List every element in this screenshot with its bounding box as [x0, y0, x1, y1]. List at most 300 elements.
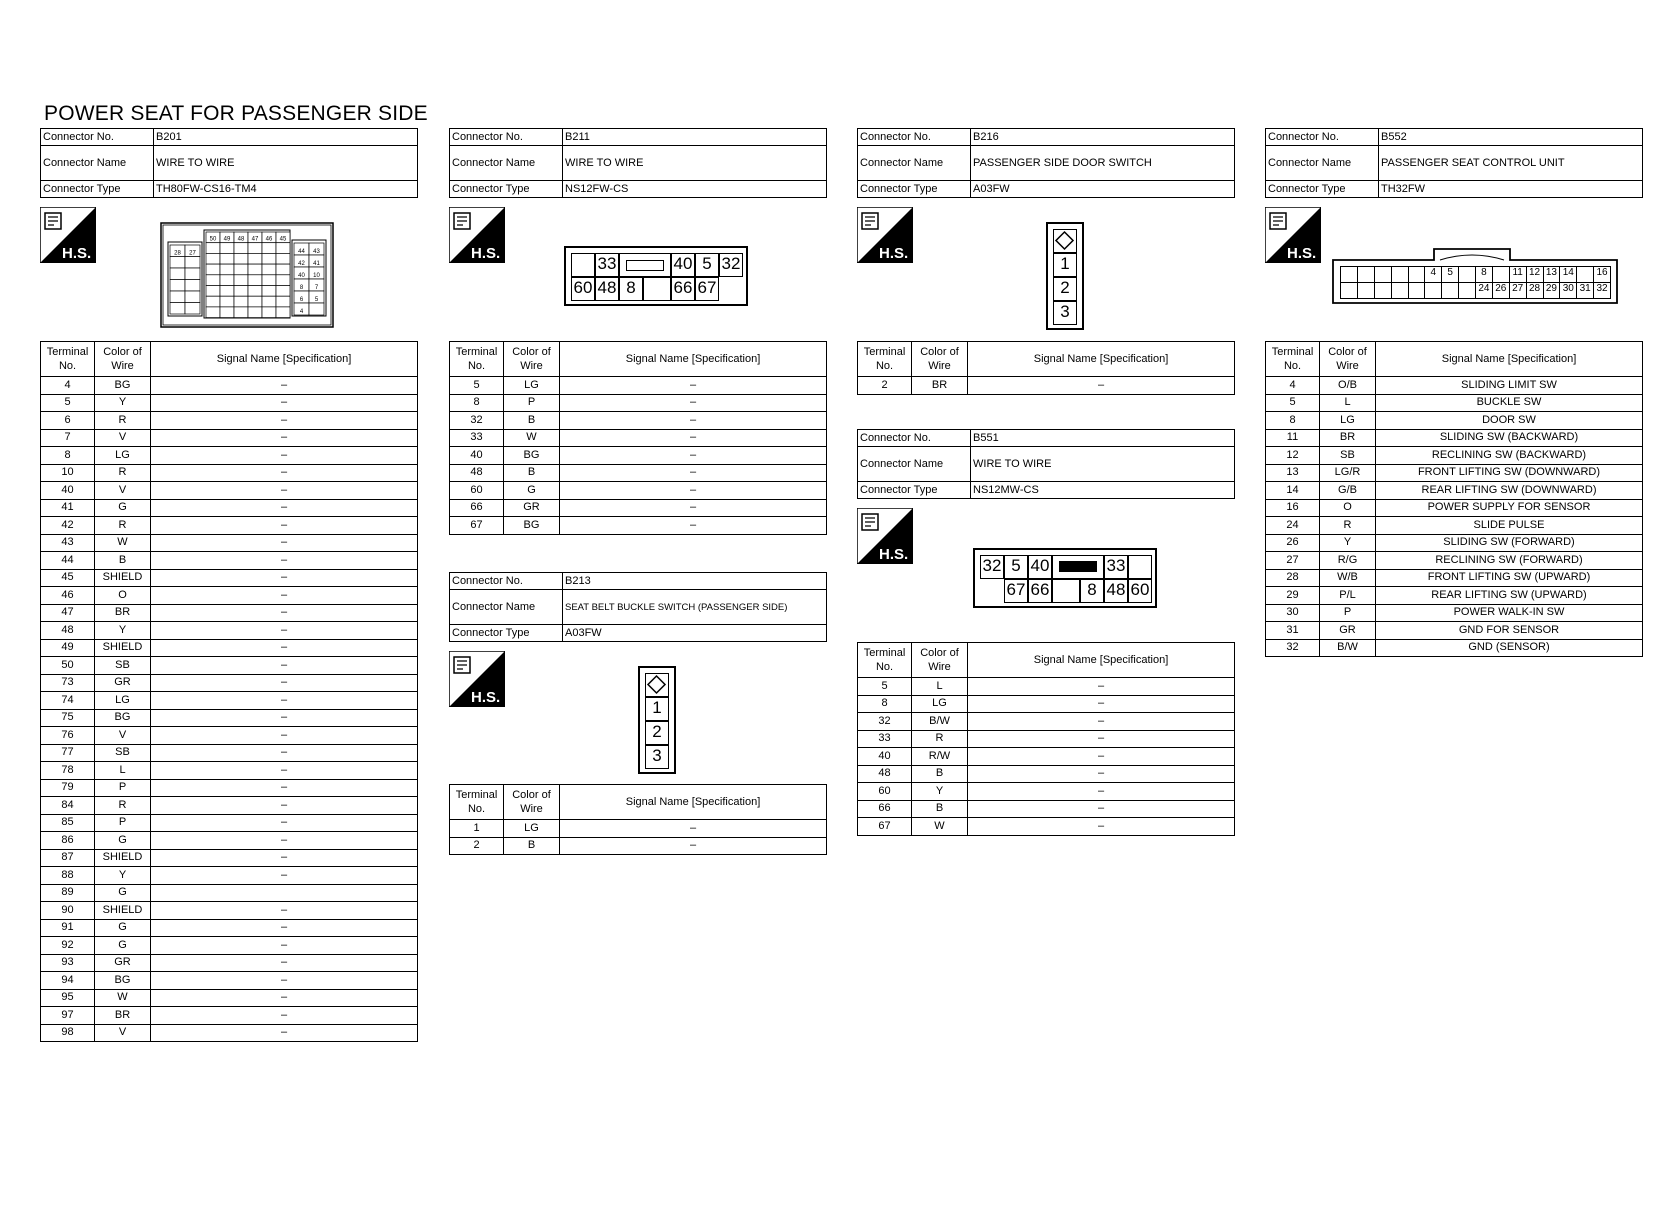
pin-label: 43 — [313, 249, 320, 255]
connector-no-label: Connector No. — [450, 129, 563, 146]
pin-table-b552 — [1265, 341, 1643, 657]
connector-type-value: TH80FW-CS16-TM4 — [154, 181, 418, 198]
pin-cell — [262, 243, 276, 254]
connector-no-value: B216 — [971, 129, 1235, 146]
table-row — [450, 377, 827, 395]
signal-name-cell: – — [151, 639, 418, 657]
terminal-no-cell: 40 — [450, 447, 504, 465]
wire-color-cell: SHIELD — [95, 902, 151, 920]
terminal-no-cell: 66 — [858, 800, 912, 818]
wire-color-cell: G — [95, 919, 151, 937]
wire-color-cell: W — [95, 989, 151, 1007]
connector-b216 — [857, 128, 1235, 198]
pin-cell — [262, 264, 276, 275]
pin-cell — [1391, 266, 1409, 283]
color-of-wire-header: Color of Wire — [95, 342, 151, 377]
pin-cell — [170, 280, 185, 292]
wire-color-cell: P — [1320, 604, 1376, 622]
wire-color-cell: B — [504, 464, 560, 482]
terminal-no-cell: 8 — [1266, 412, 1320, 430]
pin-cell — [220, 253, 234, 264]
terminal-no-cell: 4 — [41, 377, 95, 395]
pin-cell: 31 — [1576, 282, 1594, 299]
table-row — [1266, 622, 1643, 640]
pin-cell: 67 — [1004, 579, 1028, 603]
table-row — [41, 744, 418, 762]
signal-name-cell: – — [968, 695, 1235, 713]
color-of-wire-header: Color of Wire — [912, 643, 968, 678]
pin-cell — [206, 253, 220, 264]
wire-color-cell: B — [912, 800, 968, 818]
wire-color-cell: G — [504, 482, 560, 500]
pin-cell — [262, 307, 276, 318]
pin-cell — [1340, 282, 1358, 299]
pin-cell — [276, 296, 290, 307]
pin-cell — [234, 243, 248, 254]
harness-side-icon — [40, 207, 96, 263]
pin-cell — [276, 286, 290, 297]
pin-cell: 48 — [1104, 579, 1128, 603]
pin-cell: 32 — [980, 555, 1004, 579]
table-row — [858, 765, 1235, 783]
pin-cell — [1391, 282, 1409, 299]
signal-name-cell: DOOR SW — [1376, 412, 1643, 430]
connector-name-label: Connector Name — [858, 146, 971, 181]
pin-cell — [276, 243, 290, 254]
terminal-no-cell: 41 — [41, 499, 95, 517]
color-of-wire-header: Color of Wire — [1320, 342, 1376, 377]
table-row — [1266, 377, 1643, 395]
pin-table-b201 — [40, 341, 418, 1042]
table-row — [41, 1007, 418, 1025]
terminal-no-cell: 86 — [41, 832, 95, 850]
color-of-wire-header: Color of Wire — [504, 785, 560, 820]
pin-cell: 8 — [1080, 579, 1104, 603]
table-row — [41, 989, 418, 1007]
table-row — [41, 797, 418, 815]
signal-name-cell: – — [968, 730, 1235, 748]
wire-color-cell: G — [95, 937, 151, 955]
terminal-no-cell: 84 — [41, 797, 95, 815]
terminal-no-cell: 29 — [1266, 587, 1320, 605]
connector-type-label: Connector Type — [450, 625, 563, 642]
table-row — [450, 837, 827, 855]
pin-cell — [276, 275, 290, 286]
wire-color-cell: LG/R — [1320, 464, 1376, 482]
connector-name-label: Connector Name — [450, 590, 563, 625]
table-row — [450, 394, 827, 412]
pin-cell: 12 — [1526, 266, 1544, 283]
wire-color-cell: BR — [95, 604, 151, 622]
page-title: POWER SEAT FOR PASSENGER SIDE — [44, 102, 428, 125]
hs-label: H.S. — [62, 245, 92, 262]
terminal-no-cell: 5 — [450, 377, 504, 395]
wire-color-cell: R — [95, 517, 151, 535]
pin-cell: 3 — [1053, 301, 1077, 325]
terminal-no-cell: 45 — [41, 569, 95, 587]
signal-name-cell: – — [151, 622, 418, 640]
terminal-no-cell: 32 — [1266, 639, 1320, 657]
connector-info-table — [40, 128, 418, 198]
pin-cell: 66 — [671, 277, 695, 301]
terminal-no-cell: 13 — [1266, 464, 1320, 482]
pin-label: 44 — [298, 249, 305, 255]
connector-no-label: Connector No. — [858, 430, 971, 447]
signal-name-cell: – — [560, 412, 827, 430]
table-row — [858, 678, 1235, 696]
terminal-no-cell: 8 — [858, 695, 912, 713]
connector-face-b201 — [160, 222, 334, 328]
terminal-no-cell: 85 — [41, 814, 95, 832]
connector-name-value: WIRE TO WIRE — [971, 447, 1235, 482]
wire-color-cell: Y — [95, 867, 151, 885]
wire-color-cell: V — [95, 1024, 151, 1042]
signal-name-cell: FRONT LIFTING SW (UPWARD) — [1376, 569, 1643, 587]
terminal-no-cell: 46 — [41, 587, 95, 605]
signal-name-cell: – — [968, 748, 1235, 766]
signal-name-cell: – — [151, 972, 418, 990]
terminal-no-cell: 60 — [450, 482, 504, 500]
pin-label: 49 — [223, 236, 231, 243]
wire-color-cell: SHIELD — [95, 849, 151, 867]
pin-cell — [262, 286, 276, 297]
table-row — [41, 972, 418, 990]
terminal-no-cell: 7 — [41, 429, 95, 447]
table-row — [41, 394, 418, 412]
terminal-no-cell: 66 — [450, 499, 504, 517]
terminal-no-cell: 60 — [858, 783, 912, 801]
pin-cell — [220, 264, 234, 275]
signal-name-cell: – — [151, 762, 418, 780]
connector-b213 — [449, 572, 827, 642]
wire-color-cell: O — [1320, 499, 1376, 517]
pin-cell: 67 — [695, 277, 719, 301]
pin-cell — [206, 286, 220, 297]
signal-name-cell: – — [151, 989, 418, 1007]
pin-cell: 29 — [1543, 282, 1561, 299]
connector-face-b216 — [1046, 222, 1084, 330]
hs-label: H.S. — [879, 546, 909, 563]
hs-label: H.S. — [1287, 245, 1317, 262]
connector-type-value: A03FW — [971, 181, 1235, 198]
connector-no-label: Connector No. — [450, 573, 563, 590]
pin-label: 48 — [237, 236, 245, 243]
terminal-no-cell: 89 — [41, 884, 95, 902]
signal-name-cell: FRONT LIFTING SW (DOWNWARD) — [1376, 464, 1643, 482]
wire-color-cell: O — [95, 587, 151, 605]
table-row — [41, 937, 418, 955]
pin-cell — [1458, 282, 1476, 299]
table-row — [858, 695, 1235, 713]
table-row — [41, 447, 418, 465]
wire-color-cell: GR — [504, 499, 560, 517]
signal-name-cell: – — [560, 820, 827, 838]
pin-label: 6 — [299, 297, 304, 303]
terminal-no-cell: 76 — [41, 727, 95, 745]
pin-cell — [220, 286, 234, 297]
wire-color-cell: BG — [504, 447, 560, 465]
terminal-no-cell: 94 — [41, 972, 95, 990]
wire-color-cell: W — [95, 534, 151, 552]
pin-cell: 2 — [1053, 277, 1077, 301]
wire-color-cell: LG — [912, 695, 968, 713]
terminal-no-cell: 16 — [1266, 499, 1320, 517]
pin-cell — [234, 264, 248, 275]
connector-name-label: Connector Name — [41, 146, 154, 181]
pin-cell: 2 — [645, 721, 669, 745]
connector-no-value: B213 — [563, 573, 827, 590]
terminal-no-cell: 49 — [41, 639, 95, 657]
connector-face-b552 — [1332, 246, 1618, 304]
signal-name-cell: – — [968, 818, 1235, 836]
wire-color-cell: G — [95, 499, 151, 517]
pin-cell — [234, 253, 248, 264]
wire-color-cell: R — [912, 730, 968, 748]
table-row — [1266, 534, 1643, 552]
table-row — [41, 692, 418, 710]
pin-cell — [185, 280, 200, 292]
pin-cell: 28 — [1526, 282, 1544, 299]
pin-cell — [1408, 282, 1426, 299]
table-row — [41, 814, 418, 832]
terminal-no-header: Terminal No. — [1266, 342, 1320, 377]
terminal-no-cell: 28 — [1266, 569, 1320, 587]
pin-cell — [619, 253, 671, 277]
pin-cell — [234, 296, 248, 307]
pin-cell — [276, 253, 290, 264]
pin-cell: 40 — [1028, 555, 1052, 579]
terminal-no-cell: 93 — [41, 954, 95, 972]
pin-cell — [1374, 282, 1392, 299]
table-row — [41, 464, 418, 482]
signal-name-cell: – — [968, 783, 1235, 801]
terminal-no-cell: 95 — [41, 989, 95, 1007]
terminal-no-cell: 31 — [1266, 622, 1320, 640]
pin-label: 27 — [189, 250, 196, 257]
table-row — [450, 517, 827, 535]
signal-name-header: Signal Name [Specification] — [151, 342, 418, 377]
wire-color-cell: W — [504, 429, 560, 447]
wire-color-cell: SHIELD — [95, 639, 151, 657]
signal-name-cell: – — [968, 800, 1235, 818]
wire-color-cell: L — [1320, 394, 1376, 412]
pin-label: 5 — [314, 297, 319, 303]
pin-cell: 16 — [1593, 266, 1611, 283]
wire-color-cell: SB — [95, 744, 151, 762]
pin-cell — [185, 257, 200, 269]
terminal-no-cell: 43 — [41, 534, 95, 552]
signal-name-cell: – — [151, 692, 418, 710]
table-row — [450, 429, 827, 447]
wire-color-cell: Y — [95, 622, 151, 640]
signal-name-cell: – — [151, 832, 418, 850]
table-row — [858, 783, 1235, 801]
terminal-no-cell: 5 — [41, 394, 95, 412]
table-row — [450, 464, 827, 482]
terminal-no-cell: 97 — [41, 1007, 95, 1025]
wire-color-cell: LG — [504, 377, 560, 395]
pin-cell: 1 — [645, 697, 669, 721]
table-row — [450, 499, 827, 517]
table-row — [450, 447, 827, 465]
signal-name-cell: POWER WALK-IN SW — [1376, 604, 1643, 622]
table-row — [41, 954, 418, 972]
pin-cell — [220, 275, 234, 286]
pin-table-b211 — [449, 341, 827, 535]
table-row — [41, 622, 418, 640]
terminal-no-cell: 8 — [450, 394, 504, 412]
pin-cell — [1441, 282, 1459, 299]
signal-name-cell: – — [560, 482, 827, 500]
signal-name-cell: – — [560, 429, 827, 447]
table-row — [1266, 447, 1643, 465]
table-row — [858, 748, 1235, 766]
signal-name-cell: – — [560, 517, 827, 535]
pin-cell — [1458, 266, 1476, 283]
connector-no-label: Connector No. — [858, 129, 971, 146]
wire-color-cell: BG — [504, 517, 560, 535]
signal-name-cell: – — [151, 779, 418, 797]
signal-name-cell: SLIDE PULSE — [1376, 517, 1643, 535]
wire-color-cell: V — [95, 429, 151, 447]
wire-color-cell: G — [95, 832, 151, 850]
pin-cell — [248, 296, 262, 307]
pin-cell — [1128, 555, 1152, 579]
wire-color-cell: SB — [95, 657, 151, 675]
pin-cell — [262, 275, 276, 286]
table-row — [41, 674, 418, 692]
pin-cell — [206, 275, 220, 286]
pin-cell: 8 — [1475, 266, 1493, 283]
connector-b552 — [1265, 128, 1643, 198]
table-row — [41, 552, 418, 570]
signal-name-cell: – — [151, 394, 418, 412]
signal-name-cell: POWER SUPPLY FOR SENSOR — [1376, 499, 1643, 517]
table-row — [41, 709, 418, 727]
terminal-no-cell: 30 — [1266, 604, 1320, 622]
terminal-no-header: Terminal No. — [450, 342, 504, 377]
table-row — [450, 412, 827, 430]
table-row — [858, 713, 1235, 731]
harness-side-icon — [857, 508, 913, 564]
signal-name-cell: RECLINING SW (FORWARD) — [1376, 552, 1643, 570]
signal-name-header: Signal Name [Specification] — [560, 342, 827, 377]
connector-no-value: B201 — [154, 129, 418, 146]
hs-label: H.S. — [879, 245, 909, 262]
pin-label: 28 — [174, 250, 181, 257]
signal-name-cell: GND FOR SENSOR — [1376, 622, 1643, 640]
pin-cell: 60 — [571, 277, 595, 301]
pin-cell — [276, 307, 290, 318]
table-row — [41, 727, 418, 745]
pin-cell — [170, 303, 185, 315]
pin-cell — [248, 243, 262, 254]
connector-name-label: Connector Name — [450, 146, 563, 181]
signal-name-cell: – — [151, 954, 418, 972]
signal-name-cell: – — [968, 713, 1235, 731]
terminal-no-cell: 90 — [41, 902, 95, 920]
signal-name-cell: SLIDING SW (FORWARD) — [1376, 534, 1643, 552]
pin-cell: 60 — [1128, 579, 1152, 603]
connector-no-value: B211 — [563, 129, 827, 146]
signal-name-cell: – — [151, 534, 418, 552]
terminal-no-cell: 74 — [41, 692, 95, 710]
terminal-no-cell: 50 — [41, 657, 95, 675]
signal-name-cell: – — [151, 849, 418, 867]
pin-cell: 32 — [1593, 282, 1611, 299]
table-row — [1266, 464, 1643, 482]
signal-name-cell: – — [151, 377, 418, 395]
table-row — [41, 639, 418, 657]
wire-color-cell: Y — [912, 783, 968, 801]
wire-color-cell: Y — [95, 394, 151, 412]
pin-cell — [234, 307, 248, 318]
pin-cell: 14 — [1559, 266, 1577, 283]
pin-cell: 30 — [1559, 282, 1577, 299]
terminal-no-cell: 1 — [450, 820, 504, 838]
terminal-no-cell: 32 — [858, 713, 912, 731]
key-cell — [1053, 229, 1077, 253]
table-row — [1266, 412, 1643, 430]
terminal-no-cell: 32 — [450, 412, 504, 430]
color-of-wire-header: Color of Wire — [912, 342, 968, 377]
table-row — [41, 587, 418, 605]
wire-color-cell: G — [95, 884, 151, 902]
table-row — [1266, 517, 1643, 535]
pin-cell — [1357, 266, 1375, 283]
pin-cell — [571, 253, 595, 277]
connector-name-label: Connector Name — [1266, 146, 1379, 181]
connector-no-value: B552 — [1379, 129, 1643, 146]
pin-table-b216 — [857, 341, 1235, 395]
signal-name-cell: – — [151, 1007, 418, 1025]
color-of-wire-header: Color of Wire — [504, 342, 560, 377]
wire-color-cell: GR — [95, 954, 151, 972]
wire-color-cell: R — [95, 797, 151, 815]
pin-cell: 27 — [1509, 282, 1527, 299]
harness-side-icon — [857, 207, 913, 263]
pin-cell — [1052, 579, 1080, 603]
connector-face-b213 — [638, 666, 676, 774]
wire-color-cell: LG — [95, 447, 151, 465]
signal-name-cell: – — [968, 678, 1235, 696]
table-row — [1266, 499, 1643, 517]
signal-name-header: Signal Name [Specification] — [968, 342, 1235, 377]
pin-cell — [248, 253, 262, 264]
connector-type-label: Connector Type — [858, 482, 971, 499]
signal-name-cell: – — [151, 604, 418, 622]
terminal-no-cell: 42 — [41, 517, 95, 535]
terminal-no-cell: 88 — [41, 867, 95, 885]
terminal-no-cell: 48 — [858, 765, 912, 783]
wire-color-cell: B — [912, 765, 968, 783]
wire-color-cell: BG — [95, 972, 151, 990]
terminal-no-header: Terminal No. — [41, 342, 95, 377]
hs-label: H.S. — [471, 245, 501, 262]
pin-cell: 13 — [1543, 266, 1561, 283]
terminal-no-cell: 40 — [41, 482, 95, 500]
connector-type-value: NS12MW-CS — [971, 482, 1235, 499]
wire-color-cell: B — [504, 837, 560, 855]
terminal-no-cell: 91 — [41, 919, 95, 937]
connector-name-value: WIRE TO WIRE — [563, 146, 827, 181]
signal-name-cell: – — [560, 464, 827, 482]
wire-color-cell: P — [95, 814, 151, 832]
signal-name-cell: – — [560, 394, 827, 412]
table-row — [1266, 604, 1643, 622]
table-row — [1266, 552, 1643, 570]
terminal-no-cell: 6 — [41, 412, 95, 430]
